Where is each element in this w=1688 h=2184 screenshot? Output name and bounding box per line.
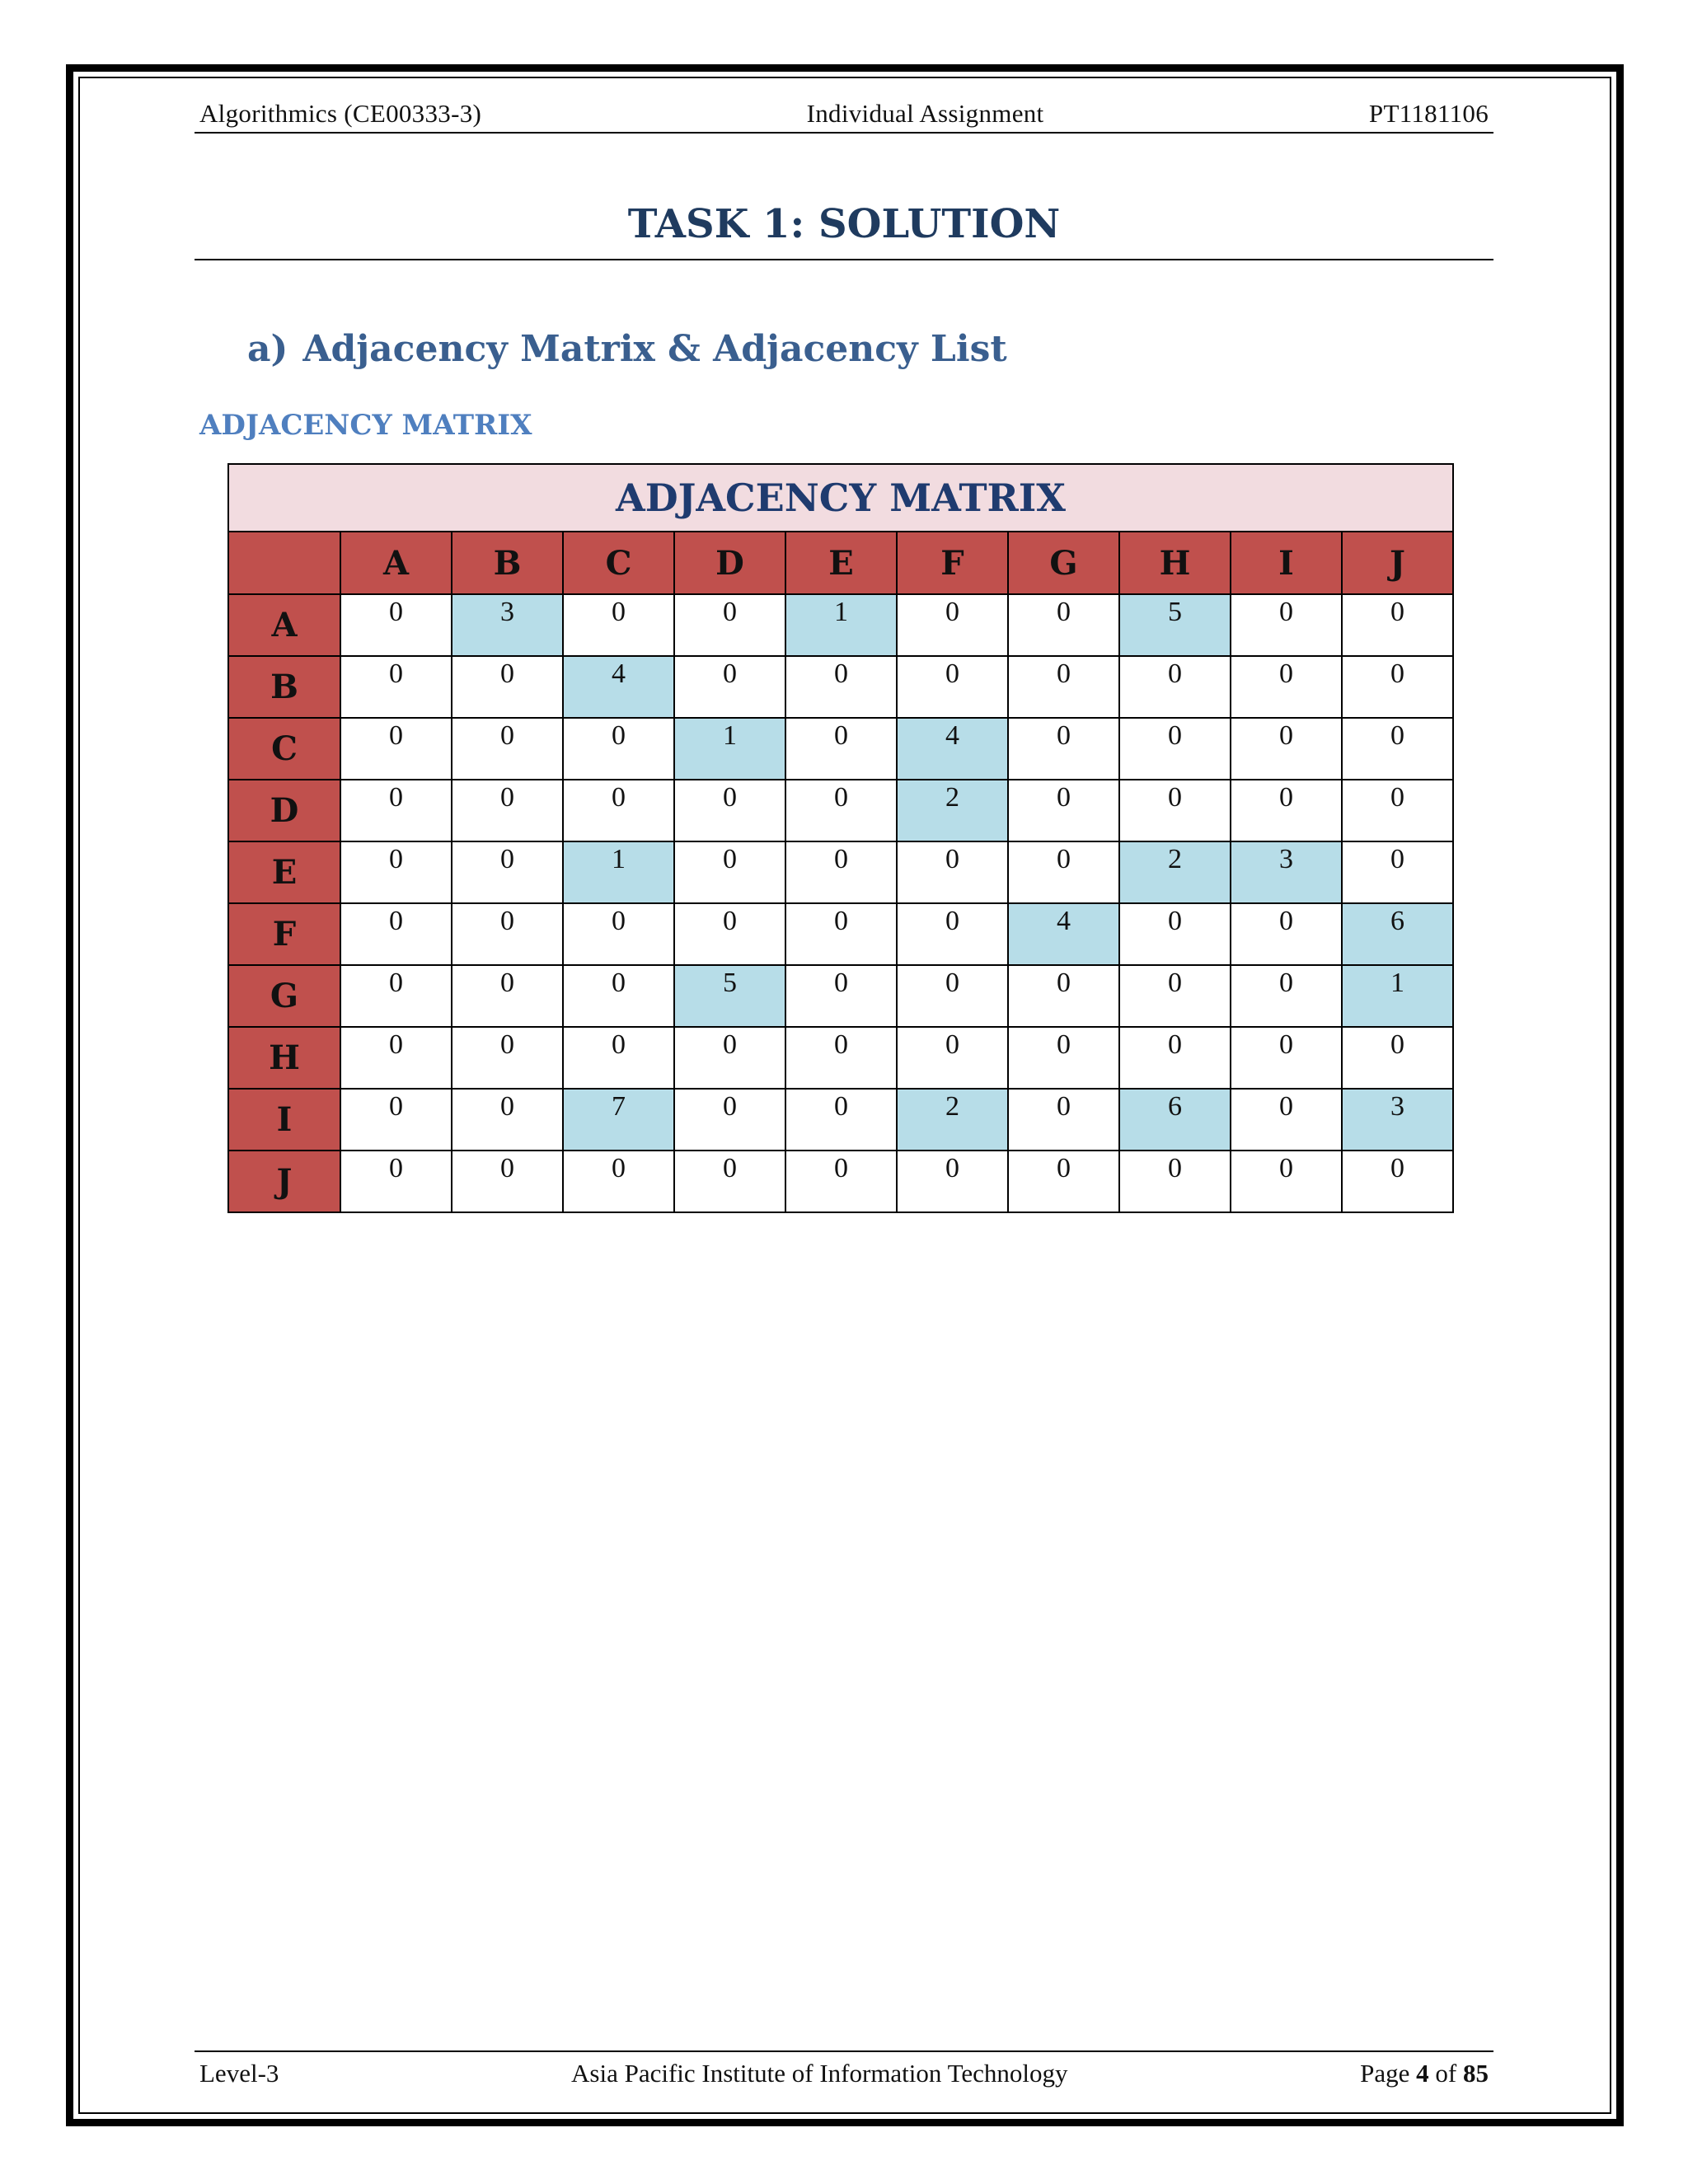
matrix-cell: 5 — [674, 965, 785, 1027]
matrix-cell: 0 — [340, 780, 452, 841]
matrix-cell: 0 — [674, 841, 785, 903]
matrix-cell: 0 — [1342, 594, 1453, 656]
column-header: G — [1008, 532, 1119, 594]
table-row — [228, 594, 1453, 656]
section-text: Adjacency Matrix & Adjacency List — [302, 328, 1007, 370]
matrix-cell: 0 — [340, 841, 452, 903]
table-caption-row — [228, 464, 1453, 532]
matrix-cell: 0 — [452, 841, 563, 903]
footer-level: Level-3 — [199, 2059, 279, 2088]
matrix-cell: 0 — [1231, 780, 1342, 841]
matrix-cell: 0 — [1008, 965, 1119, 1027]
column-header: H — [1119, 532, 1231, 594]
row-header: F — [228, 903, 340, 965]
matrix-cell: 0 — [897, 903, 1008, 965]
matrix-cell: 0 — [785, 656, 897, 718]
matrix-cell: 0 — [340, 656, 452, 718]
matrix-cell: 0 — [452, 656, 563, 718]
matrix-cell: 0 — [1119, 965, 1231, 1027]
table-row — [228, 965, 1453, 1027]
matrix-cell: 0 — [897, 841, 1008, 903]
matrix-cell: 1 — [1342, 965, 1453, 1027]
column-header: C — [563, 532, 674, 594]
task-title: TASK 1: SOLUTION — [195, 191, 1493, 260]
matrix-cell: 0 — [1008, 1027, 1119, 1089]
table-caption: ADJACENCY MATRIX — [228, 464, 1453, 532]
matrix-cell: 0 — [897, 965, 1008, 1027]
table-row — [228, 656, 1453, 718]
header-student-id: PT1181106 — [1368, 99, 1489, 128]
matrix-cell: 2 — [897, 780, 1008, 841]
table-row — [228, 903, 1453, 965]
matrix-cell: 0 — [340, 718, 452, 780]
matrix-cell: 3 — [1342, 1089, 1453, 1151]
matrix-cell: 0 — [1231, 1151, 1342, 1212]
footer-institute: Asia Pacific Institute of Information Technology — [571, 2059, 1068, 2088]
matrix-cell: 0 — [1342, 718, 1453, 780]
matrix-cell: 0 — [1008, 1089, 1119, 1151]
matrix-cell: 0 — [785, 780, 897, 841]
table-corner-cell — [228, 532, 340, 594]
matrix-cell: 0 — [1008, 841, 1119, 903]
column-header: J — [1342, 532, 1453, 594]
column-header: A — [340, 532, 452, 594]
footer-page-number: 4 — [1416, 2059, 1429, 2088]
matrix-cell: 0 — [1231, 965, 1342, 1027]
matrix-cell: 7 — [563, 1089, 674, 1151]
matrix-cell: 0 — [1342, 656, 1453, 718]
row-header: J — [228, 1151, 340, 1212]
matrix-cell: 0 — [674, 594, 785, 656]
row-header: C — [228, 718, 340, 780]
matrix-cell: 0 — [1342, 780, 1453, 841]
matrix-cell: 0 — [340, 965, 452, 1027]
row-header: D — [228, 780, 340, 841]
matrix-cell: 0 — [1008, 594, 1119, 656]
matrix-cell: 0 — [785, 841, 897, 903]
matrix-cell: 0 — [785, 965, 897, 1027]
header-course: Algorithmics (CE00333-3) — [199, 99, 482, 128]
matrix-cell: 0 — [1231, 1027, 1342, 1089]
table-row — [228, 1089, 1453, 1151]
matrix-cell: 0 — [452, 903, 563, 965]
matrix-cell: 0 — [785, 718, 897, 780]
matrix-cell: 0 — [452, 718, 563, 780]
matrix-cell: 0 — [897, 1151, 1008, 1212]
row-header: G — [228, 965, 340, 1027]
matrix-cell: 0 — [674, 1027, 785, 1089]
matrix-cell: 0 — [1342, 841, 1453, 903]
footer-page-of: of — [1435, 2059, 1457, 2088]
row-header: B — [228, 656, 340, 718]
section-label: a) — [247, 328, 288, 370]
matrix-cell: 0 — [563, 1027, 674, 1089]
table-row — [228, 718, 1453, 780]
matrix-cell: 0 — [1231, 1089, 1342, 1151]
section-heading — [247, 328, 1007, 370]
matrix-cell: 0 — [563, 903, 674, 965]
page-header — [195, 97, 1493, 134]
table-row — [228, 841, 1453, 903]
matrix-cell: 0 — [897, 656, 1008, 718]
matrix-cell: 0 — [674, 780, 785, 841]
column-header-row — [228, 532, 1453, 594]
row-header: I — [228, 1089, 340, 1151]
matrix-cell: 0 — [1231, 594, 1342, 656]
matrix-cell: 0 — [340, 594, 452, 656]
adjacency-matrix-table — [227, 463, 1454, 1213]
column-header: E — [785, 532, 897, 594]
header-assignment: Individual Assignment — [806, 99, 1044, 128]
matrix-cell: 0 — [674, 903, 785, 965]
matrix-cell: 0 — [1008, 718, 1119, 780]
matrix-cell: 0 — [674, 1151, 785, 1212]
matrix-cell: 0 — [452, 965, 563, 1027]
matrix-cell: 0 — [563, 718, 674, 780]
matrix-cell: 2 — [897, 1089, 1008, 1151]
matrix-cell: 0 — [897, 594, 1008, 656]
matrix-cell: 0 — [563, 780, 674, 841]
matrix-cell: 0 — [785, 1027, 897, 1089]
matrix-cell: 0 — [1008, 1151, 1119, 1212]
row-header: H — [228, 1027, 340, 1089]
matrix-cell: 0 — [452, 1089, 563, 1151]
table-row — [228, 780, 1453, 841]
matrix-cell: 0 — [340, 1151, 452, 1212]
matrix-cell: 5 — [1119, 594, 1231, 656]
matrix-cell: 0 — [563, 1151, 674, 1212]
matrix-cell: 0 — [785, 903, 897, 965]
matrix-cell: 0 — [340, 903, 452, 965]
matrix-cell: 0 — [452, 1151, 563, 1212]
footer-page-total: 85 — [1463, 2059, 1489, 2088]
matrix-cell: 0 — [452, 1027, 563, 1089]
matrix-cell: 0 — [1008, 780, 1119, 841]
matrix-cell: 3 — [452, 594, 563, 656]
table-row — [228, 1151, 1453, 1212]
matrix-cell: 0 — [674, 656, 785, 718]
matrix-cell: 0 — [785, 1089, 897, 1151]
column-header: I — [1231, 532, 1342, 594]
column-header: D — [674, 532, 785, 594]
matrix-cell: 1 — [785, 594, 897, 656]
column-header: B — [452, 532, 563, 594]
matrix-cell: 0 — [1119, 780, 1231, 841]
matrix-cell: 3 — [1231, 841, 1342, 903]
matrix-cell: 0 — [897, 1027, 1008, 1089]
matrix-cell: 6 — [1342, 903, 1453, 965]
matrix-cell: 0 — [563, 965, 674, 1027]
matrix-cell: 0 — [1231, 903, 1342, 965]
page-footer — [195, 2050, 1493, 2090]
matrix-cell: 0 — [1119, 1151, 1231, 1212]
matrix-cell: 0 — [340, 1027, 452, 1089]
matrix-cell: 4 — [563, 656, 674, 718]
table-row — [228, 1027, 1453, 1089]
matrix-cell: 0 — [1231, 656, 1342, 718]
matrix-cell: 0 — [1119, 1027, 1231, 1089]
matrix-cell: 0 — [340, 1089, 452, 1151]
matrix-cell: 0 — [1342, 1151, 1453, 1212]
matrix-cell: 0 — [1119, 718, 1231, 780]
matrix-cell: 0 — [563, 594, 674, 656]
matrix-cell: 0 — [674, 1089, 785, 1151]
matrix-cell: 0 — [1008, 656, 1119, 718]
matrix-cell: 6 — [1119, 1089, 1231, 1151]
matrix-cell: 1 — [674, 718, 785, 780]
matrix-cell: 0 — [452, 780, 563, 841]
row-header: A — [228, 594, 340, 656]
matrix-cell: 4 — [897, 718, 1008, 780]
matrix-cell: 0 — [785, 1151, 897, 1212]
footer-page-prefix: Page — [1360, 2059, 1410, 2088]
matrix-cell: 0 — [1119, 903, 1231, 965]
matrix-cell: 0 — [1342, 1027, 1453, 1089]
matrix-cell: 4 — [1008, 903, 1119, 965]
matrix-cell: 0 — [1231, 718, 1342, 780]
sub-heading: ADJACENCY MATRIX — [199, 409, 532, 442]
matrix-cell: 2 — [1119, 841, 1231, 903]
row-header: E — [228, 841, 340, 903]
matrix-cell: 1 — [563, 841, 674, 903]
footer-page — [1360, 2059, 1489, 2088]
column-header: F — [897, 532, 1008, 594]
matrix-cell: 0 — [1119, 656, 1231, 718]
